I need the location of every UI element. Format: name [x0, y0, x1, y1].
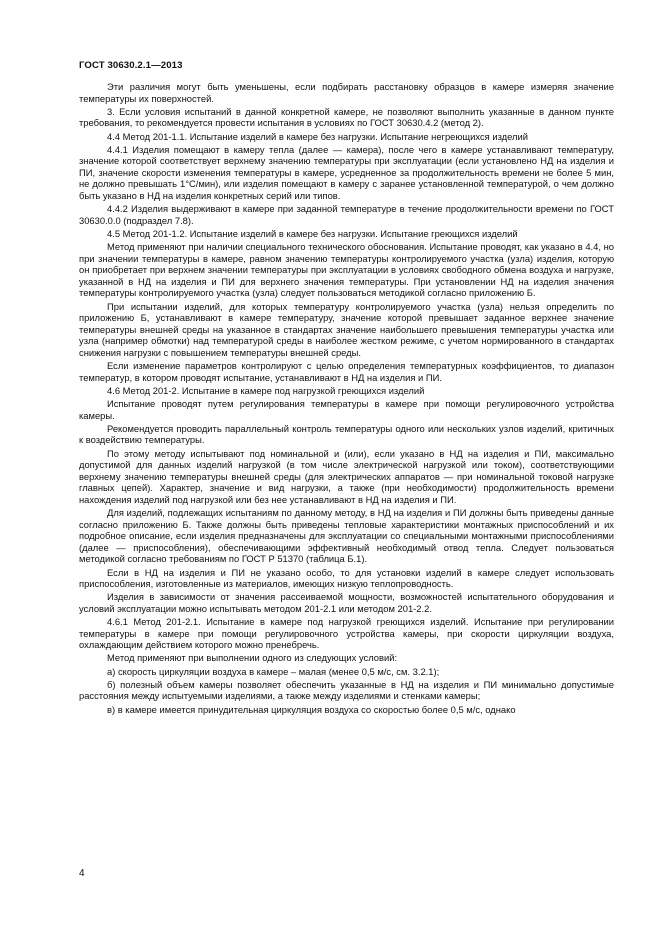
paragraph: Метод применяют при выполнении одного из следующих условий:: [107, 652, 398, 664]
section-heading: 4.6 Метод 201-2. Испытание в камере под нагрузкой греющихся изделий: [107, 384, 425, 396]
list-item: б) полезный объем камеры позволяет обеспечить указанные в НД на изделия и ПИ минимально допустимые расстояния между испытуемыми изделиями, а также между изделиями и стенками камеры;: [79, 678, 614, 702]
page-number: 4: [79, 868, 85, 879]
paragraph: При испытании изделий, для которых температуру контролируемого участка (узла) нельзя определить по приложению Б, устанавливают в камере температуру, значение которой превышает заданное верхнее значение температуры внешней среды на указанное в стандартах значение наибольшего превышения температуры участка или узла (например обмотки) над температурой среды в наиболее жестком режиме, с учетом нормированного в стандартах снижения нагрузки с повышением температуры внешней среды.: [79, 300, 614, 358]
document-body: [79, 81, 614, 715]
section-heading: 4.6.1 Метод 201-2.1. Испытание в камере под нагрузкой греющихся изделий. Испытание при регулировании температуры в камере при помощи регулировочного устройства камеры, при скорости циркуляции воздуха, охлаждающим действием которого можно пренебречь.: [79, 616, 614, 651]
paragraph: Изделия в зависимости от значения рассеиваемой мощности, возможностей испытательного оборудования и условий эксплуатации можно испытывать методом 201-2.1 или методом 201-2.2.: [79, 591, 614, 614]
paragraph: Рекомендуется проводить параллельный контроль температуры одного или нескольких узлов изделий, критичных к воздействию температуры.: [79, 422, 614, 446]
list-item: а) скорость циркуляции воздуха в камере – малая (менее 0,5 м/с, см. 3.2.1);: [107, 665, 440, 677]
paragraph: По этому методу испытывают под номинальной и (или), если указано в НД на изделия и ПИ, максимально допустимой для данных изделий нагрузкой (в том числе электрической нагрузкой или током), соответствующими верхнему значению температуры внешней среды (для электрических аппаратов — при номинальной токовой нагрузке главных цепей). Характер, значение и вид нагрузки, а также (при необходимости) продолжительность времени нахождения изделий под нагрузкой или без нее устанавливают в НД на изделия и ПИ.: [79, 447, 614, 505]
list-item: в) в камере имеется принудительная циркуляция воздуха со скоростью более 0,5 м/с, однако: [107, 703, 516, 715]
paragraph: 4.4.2 Изделия выдерживают в камере при заданной температуре в течение продолжительности времени по ГОСТ 30630.0.0 (подраздел 7.8).: [79, 203, 614, 226]
section-heading: 4.5 Метод 201-1.2. Испытание изделий в камере без нагрузки. Испытание греющихся изделий: [107, 228, 518, 239]
paragraph: Эти различия могут быть уменьшены, если подбирать расстановку образцов в камере измеряя значение температуры их поверхностей.: [79, 81, 614, 104]
paragraph: Метод применяют при наличии специального технического обоснования. Испытание проводят, как указано в 4.4, но при значении температуры в камере, равном значению температуры контролируемого участка (узла) изделия, которую он приобретает при верхнем значении температуры при эксплуатации в условиях свободного обмена воздуха и нагрузке, указанной в НД на изделия и ПИ для верхнего значения температуры. При установлении НД на изделия значения температуры контролируемого участка (узла) следует пользоваться методикой согласно приложению Б.: [79, 241, 614, 299]
paragraph: Если изменение параметров контролируют с целью определения температурных коэффициентов, то диапазон температур, в котором проводят испытание, устанавливают в НД на изделия и ПИ.: [79, 360, 614, 383]
document-header: ГОСТ 30630.2.1—2013: [79, 60, 183, 71]
section-heading: 4.4 Метод 201-1.1. Испытание изделий в камере без нагрузки. Испытание негреющихся изделий: [107, 130, 528, 142]
note-paragraph: 3. Если условия испытаний в данной конкретной камере, не позволяют выполнить указанные в данном пункте требования, то рекомендуется провести испытания в условиях по ГОСТ 30630.4.2 (метод 2).: [79, 105, 614, 129]
paragraph: Если в НД на изделия и ПИ не указано особо, то для установки изделий в камере следует использовать приспособления, изготовленные из материалов, имеющих низкую теплопроводность.: [79, 566, 614, 590]
paragraph: 4.4.1 Изделия помещают в камеру тепла (далее — камера), после чего в камере устанавливают температуру, значение которой соответствует верхнему значению температуры при эксплуатации (если установлено НД на изделия и ПИ, значение скорости изменения температуры в камере, усредненное за продолжительность времени не более 5 мин, не должно превышать 1°С/мин), или изделия помещают в камеру с заранее установленной температурой, о чем должно быть указано в НД на изделия конкретных серий или типов.: [79, 143, 614, 201]
paragraph: Испытание проводят путем регулирования температуры в камере при помощи регулировочного устройства камеры.: [79, 398, 614, 421]
paragraph: Для изделий, подлежащих испытаниям по данному методу, в НД на изделия и ПИ должны быть приведены данные согласно приложению Б. Также должны быть приведены тепловые характеристики монтажных приспособлений и их подробное описание, если изделия предназначены для эксплуатации со специальными монтажными приспособлениями (далее — приспособления), обеспечивающими эффективный необходимый отвод тепла. Следует пользоваться методикой согласно требованиям по ГОСТ Р 51370 (таблица Б.1).: [79, 507, 614, 565]
